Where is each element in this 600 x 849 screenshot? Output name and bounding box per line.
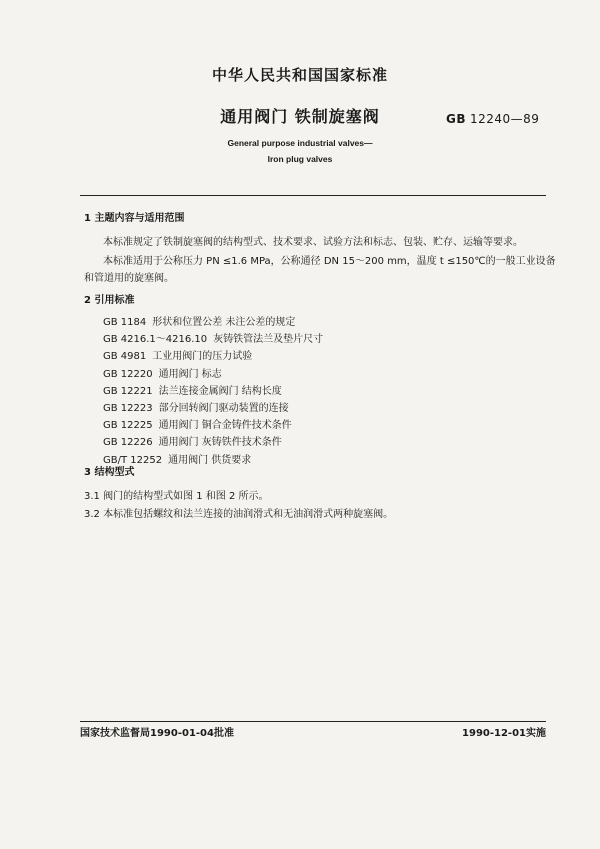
clause-3-1: 3.1 阀门的结构型式如图 1 和图 2 所示。 [84, 491, 269, 502]
approval-note: 国家技术监督局1990-01-04批准 [80, 728, 234, 739]
reference-code: GB 12226 [103, 437, 153, 449]
reference-title: 通用阀门 标志 [158, 368, 222, 380]
section3-heading: 3 结构型式 [84, 467, 135, 478]
section1-paragraph2-line2: 和管道用的旋塞阀。 [84, 273, 174, 284]
reference-title: 通用阀门 灰铸铁件技术条件 [158, 437, 282, 449]
reference-item [103, 368, 323, 385]
reference-code: GB 4216.1～4216.10 [103, 334, 208, 346]
standard-number [446, 112, 539, 126]
reference-title: 形状和位置公差 未注公差的规定 [152, 317, 296, 328]
reference-item [103, 316, 323, 333]
section2-heading: 2 引用标准 [84, 295, 135, 306]
reference-title: 工业用阀门的压力试验 [152, 351, 253, 363]
standard-number-value: 12240—89 [470, 112, 540, 126]
standard-code: GB [446, 112, 466, 126]
reference-code: GB 12221 [103, 385, 153, 397]
section1-paragraph2-line1: 本标准适用于公称压力 PN ≤1.6 MPa，公称通径 DN 15～200 mm，温度 t ≤150℃的一般工业设备 [103, 256, 556, 267]
reference-title: 通用阀门 铜合金铸件技术条件 [158, 420, 292, 432]
reference-code: GB 12225 [103, 420, 153, 432]
reference-item [103, 419, 323, 436]
reference-item [103, 350, 323, 367]
section1-paragraph1: 本标准规定了铁制旋塞阀的结构型式、技术要求、试验方法和标志、包装、贮存、运输等要求。 [103, 237, 523, 248]
implementation-date: 1990-12-01实施 [462, 728, 546, 739]
reference-title: 部分回转阀门驱动装置的连接 [158, 402, 289, 414]
english-title-line1: General purpose industrial valves— [227, 138, 373, 148]
reference-code: GB 1184 [103, 317, 147, 328]
reference-list [103, 316, 323, 471]
reference-title: 灰铸铁管法兰及垫片尺寸 [213, 334, 324, 346]
footer-divider [80, 721, 546, 722]
reference-code: GB/T 12252 [103, 454, 163, 466]
reference-item [103, 454, 323, 471]
reference-title: 通用阀门 供货要求 [168, 454, 252, 466]
clause-3-2: 3.2 本标准包括螺纹和法兰连接的油润滑式和无油润滑式两种旋塞阀。 [84, 509, 394, 520]
reference-item [103, 402, 323, 419]
standard-authority: 中华人民共和国国家标准 [211, 66, 388, 84]
english-title-line2: Iron plug valves [267, 154, 333, 164]
reference-item [103, 333, 323, 350]
reference-code: GB 12223 [103, 402, 153, 414]
header-divider [80, 195, 546, 196]
reference-title: 法兰连接金属阀门 结构长度 [158, 385, 282, 397]
section1-heading: 1 主题内容与适用范围 [84, 213, 185, 224]
reference-code: GB 4981 [103, 351, 147, 363]
reference-item [103, 436, 323, 453]
reference-item [103, 385, 323, 402]
document-title: 通用阀门 铁制旋塞阀 [220, 107, 380, 126]
reference-code: GB 12220 [103, 368, 153, 380]
